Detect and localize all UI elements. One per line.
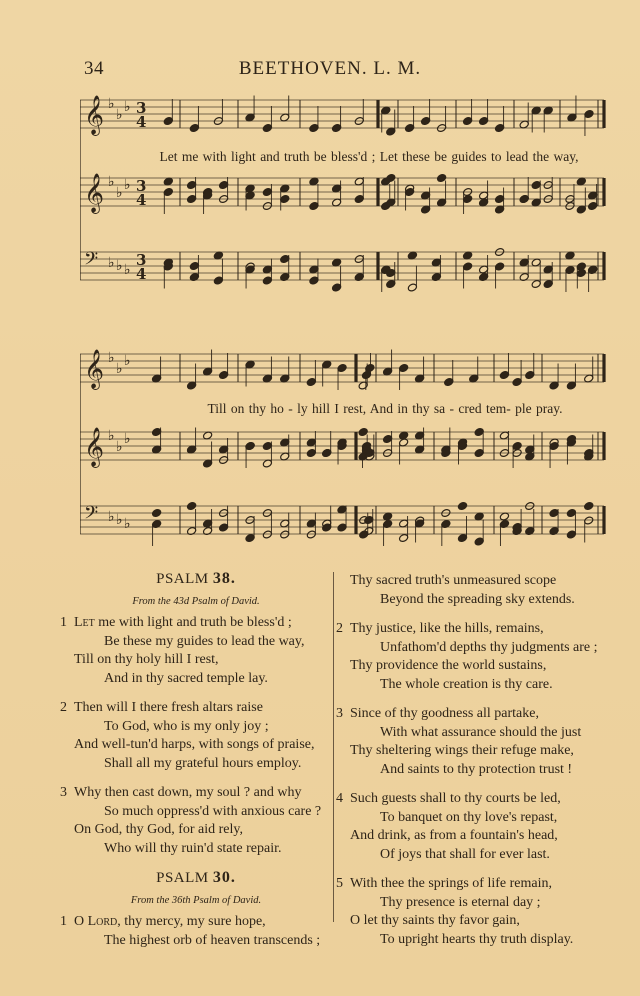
stanza-line-text: And well-tun'd harps, with songs of praise, (74, 737, 315, 752)
treble-staff (80, 173, 604, 214)
bass-clef-icon: 𝄢 (84, 503, 99, 528)
flat-icon: ♭ (108, 255, 115, 271)
verse-number: 4 (336, 791, 343, 806)
staff-notation (80, 346, 610, 556)
psalm-heading (60, 570, 332, 589)
stanza-line (60, 913, 332, 932)
stanza-line (60, 821, 332, 840)
stanza-line (60, 840, 332, 859)
verse-number: 1 (60, 615, 67, 630)
stanza-line (336, 676, 616, 695)
flat-icon: ♭ (108, 428, 115, 444)
verse-number: 3 (336, 706, 343, 721)
stanza-line (336, 591, 616, 610)
stanza-line-text: Thy providence the world sustains, (350, 658, 547, 673)
treble-clef-icon: 𝄞 (84, 95, 105, 135)
psalm-source: From the 43d Psalm of David. (132, 595, 260, 607)
stanza-line (60, 784, 332, 803)
stanza-line (60, 718, 332, 737)
stanza-line-text: With what assurance should the just (380, 724, 582, 740)
stanza-line-text: To God, who is my only joy ; (104, 718, 269, 734)
stanza-line (60, 699, 332, 718)
stanza-line (60, 803, 332, 822)
stanza-line-text: Shall all my grateful hours employ. (104, 755, 302, 771)
flat-icon: ♭ (116, 439, 123, 455)
stanza-line (336, 705, 616, 724)
stanza-line-text: To banquet on thy love's repast, (380, 809, 558, 825)
lyrics-line-2: Till on thy ho - ly hill I rest, And in thy sa - cred tem- ple pray. (207, 401, 563, 416)
stanza-line (336, 875, 616, 894)
svg-text:3: 3 (136, 177, 147, 195)
stanza-line (336, 894, 616, 913)
flat-icon: ♭ (108, 174, 115, 190)
page-number: 34 (84, 58, 104, 79)
stanza-line-text: Unfathom'd depths thy judgments are ; (380, 639, 598, 655)
stanza-line-text: The highest orb of heaven transcends ; (104, 932, 321, 948)
treble-clef-icon: 𝄞 (84, 173, 105, 213)
bass-clef-icon: 𝄢 (84, 249, 99, 274)
treble-clef-icon: 𝄞 (84, 427, 105, 467)
stanza-line (336, 724, 616, 743)
svg-text:4: 4 (136, 265, 147, 283)
flat-icon: ♭ (116, 258, 123, 274)
stanza-line-text: Such guests shall to thy courts be led, (350, 791, 561, 806)
flat-icon: ♭ (116, 512, 123, 528)
stanza-line (60, 932, 332, 951)
staff-notation (80, 92, 610, 302)
stanza-line (336, 761, 616, 780)
column-divider (333, 572, 334, 922)
stanza-line-text: On God, thy God, for aid rely, (74, 822, 244, 837)
stanza-line-text: Thy sacred truth's unmeasured scope (350, 573, 557, 588)
psalm-number: 38. (212, 570, 236, 587)
stanza-line (336, 809, 616, 828)
stanza-line (336, 657, 616, 676)
melody-staff (80, 349, 604, 390)
stanza-line (60, 670, 332, 689)
stanza-line-text: Thy sheltering wings their refuge make, (350, 743, 574, 758)
flat-icon: ♭ (108, 96, 115, 112)
stanza-line (336, 790, 616, 809)
music-system-2 (80, 346, 610, 556)
lyrics-line-1: Let me with light and truth be bless'd ; Let these be guides to lead the way, (159, 149, 579, 164)
stanza-line-text: To upright hearts thy truth display. (380, 931, 574, 947)
verse-number: 5 (336, 876, 343, 891)
stanza-line-text: Beyond the spreading sky extends. (380, 591, 575, 607)
flat-icon: ♭ (108, 350, 115, 366)
stanza-line-text: Be these my guides to lead the way, (104, 633, 305, 649)
stanza (336, 875, 616, 949)
stanza-line (60, 651, 332, 670)
flat-icon: ♭ (124, 99, 131, 115)
music-system-1 (80, 92, 610, 302)
stanza (336, 790, 616, 864)
stanza (60, 614, 332, 688)
stanza-line (60, 614, 332, 633)
stanza-line-text: me with light and truth be bless'd ; (94, 615, 292, 630)
flat-icon: ♭ (116, 185, 123, 201)
flat-icon: ♭ (124, 516, 131, 532)
stanza-line-text: Of joys that shall for ever last. (380, 846, 550, 862)
stanza-line-text: Why then cast down, my soul ? and why (74, 785, 302, 800)
stanza-line-text: And in thy sacred temple lay. (104, 670, 268, 686)
stanza-line-text: Who will thy ruin'd state repair. (104, 840, 282, 856)
melody-staff (80, 95, 604, 136)
stanza-line (60, 633, 332, 652)
psalm-number: 30. (212, 869, 236, 886)
hymn-title: BEETHOVEN. L. M. (238, 58, 422, 79)
psalm-heading (60, 869, 332, 888)
stanza (336, 705, 616, 779)
treble-clef-icon: 𝄞 (84, 349, 105, 389)
verse-number: 3 (60, 785, 67, 800)
flat-icon: ♭ (124, 177, 131, 193)
verse-number: 2 (60, 700, 67, 715)
stanza-line-text: And drink, as from a fountain's head, (350, 828, 558, 843)
stanza-line-text: Till on thy holy hill I rest, (74, 652, 219, 667)
stanza-line-text: So much oppress'd with anxious care ? (104, 803, 322, 819)
flat-icon: ♭ (124, 431, 131, 447)
stanza-line-text: With thee the springs of life remain, (350, 876, 552, 891)
stanza-line-text: O let thy saints thy favor gain, (350, 913, 520, 928)
psalm-source: From the 36th Psalm of David. (130, 894, 262, 906)
stanza (60, 784, 332, 858)
stanza-line-text: Then will I there fresh altars raise (74, 700, 263, 715)
stanza-line-text: Thy justice, like the hills, remains, (350, 621, 544, 636)
verse-number: 2 (336, 621, 343, 636)
svg-text:3: 3 (136, 251, 147, 269)
svg-text:4: 4 (136, 191, 147, 209)
svg-text:3: 3 (136, 99, 147, 117)
stanza-line (336, 846, 616, 865)
flat-icon: ♭ (108, 509, 115, 525)
stanza-line (60, 736, 332, 755)
stanza-lead-word: Let (74, 615, 95, 630)
stanza-line (336, 620, 616, 639)
stanza-line (336, 639, 616, 658)
text-column-left (60, 568, 332, 961)
stanza-line-text: And saints to thy protection trust ! (380, 761, 573, 777)
psalm-heading-word: PSALM (156, 870, 209, 886)
flat-icon: ♭ (116, 107, 123, 123)
stanza-line-text: Since of thy goodness all partake, (350, 706, 539, 721)
svg-text:4: 4 (136, 113, 147, 131)
stanza-line-text: , thy mercy, my sure hope, (117, 914, 266, 929)
stanza-line (336, 912, 616, 931)
flat-icon: ♭ (124, 262, 131, 278)
stanza-lead-word: O Lord (74, 914, 118, 929)
psalm-heading-word: PSALM (156, 571, 209, 587)
stanza (60, 913, 332, 950)
bass-staff (80, 501, 604, 546)
verse-number: 1 (60, 914, 67, 929)
stanza (336, 620, 616, 694)
flat-icon: ♭ (116, 361, 123, 377)
treble-staff (80, 427, 604, 468)
page-header (0, 52, 640, 82)
stanza (60, 699, 332, 773)
stanza-line (336, 742, 616, 761)
text-column-right (336, 572, 616, 960)
stanza-line (336, 931, 616, 950)
stanza-continued (336, 572, 616, 609)
bass-staff (80, 247, 604, 292)
flat-icon: ♭ (124, 353, 131, 369)
stanza-line (336, 827, 616, 846)
stanza-line (336, 572, 616, 591)
stanza-line (60, 755, 332, 774)
stanza-line-text: Thy presence is eternal day ; (380, 894, 541, 910)
stanza-line-text: The whole creation is thy care. (380, 676, 553, 692)
